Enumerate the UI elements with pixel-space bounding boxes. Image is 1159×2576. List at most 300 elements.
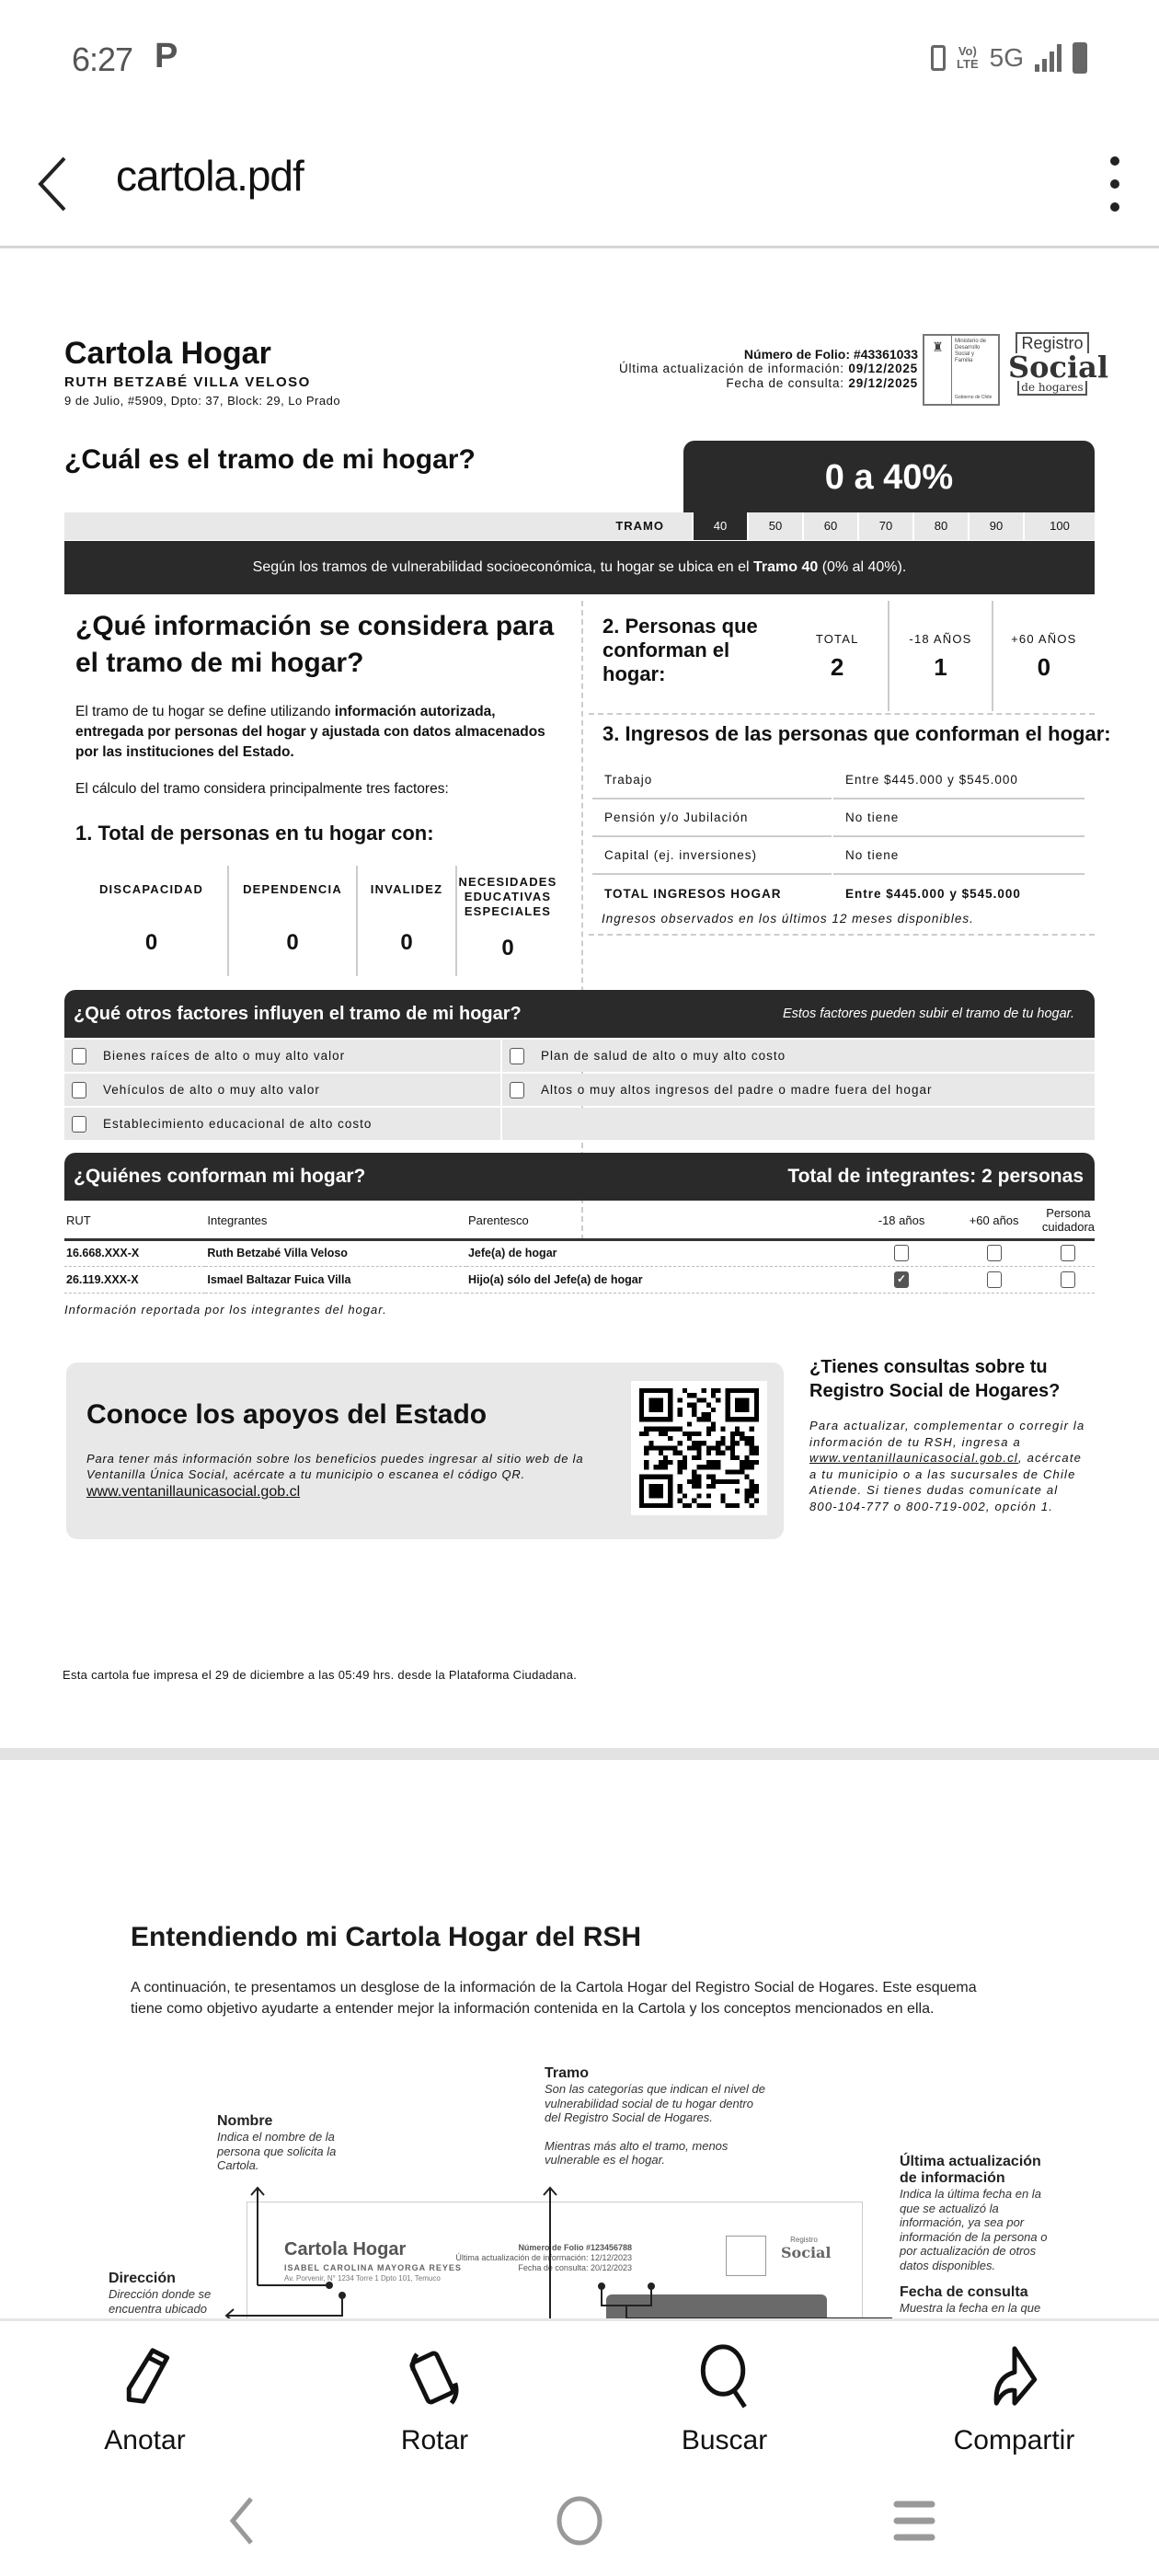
qr-finder <box>735 1397 750 1412</box>
search-label: Buscar <box>681 2425 768 2455</box>
qr-module <box>716 1445 720 1450</box>
ministerio-line: Social y <box>955 351 975 357</box>
factor-nee <box>455 866 558 976</box>
qr-module <box>754 1489 759 1493</box>
sample-address: Av. Porvenir, N° 1234 Torre 1 Dpto 101, Temuco <box>284 2274 441 2283</box>
qr-module <box>716 1388 720 1393</box>
pencil-icon <box>109 2340 182 2412</box>
qr-module <box>711 1408 716 1412</box>
battery-icon <box>1073 42 1087 74</box>
member-cuidadora-checkbox[interactable] <box>1061 1245 1075 1261</box>
qr-module <box>659 1427 663 1432</box>
qr-module <box>702 1388 706 1393</box>
member-menor18-cell <box>855 1239 947 1266</box>
qr-module <box>750 1441 754 1445</box>
qr-module <box>750 1427 754 1432</box>
sample-consulta: Fecha de consulta: 20/12/2023 <box>518 2263 632 2272</box>
factor-dependencia <box>227 866 356 976</box>
qr-module <box>678 1484 683 1489</box>
network-type: 5G <box>989 43 1024 72</box>
qr-module <box>692 1432 696 1436</box>
personas-menores <box>888 601 991 711</box>
vibrate-icon <box>931 45 946 71</box>
member-menor18-checkbox[interactable] <box>894 1245 909 1261</box>
ingreso-total-value: Entre $445.000 y $545.000 <box>845 887 1021 901</box>
back-button[interactable] <box>33 147 79 221</box>
status-icons <box>931 42 1087 74</box>
qr-module <box>711 1421 716 1426</box>
qr-module <box>668 1460 672 1465</box>
qr-module <box>711 1479 716 1484</box>
qr-module <box>730 1436 735 1441</box>
document-title: cartola.pdf <box>116 152 304 200</box>
consultas-text-pre: Para actualizar, complementar o corregir la información de tu RSH, ingresa a <box>809 1419 1085 1449</box>
qr-module <box>750 1503 754 1508</box>
ingreso-value: No tiene <box>833 799 1084 837</box>
qr-module <box>696 1484 701 1489</box>
ingreso-label: Capital (ej. inversiones) <box>592 837 832 875</box>
qr-module <box>663 1427 668 1432</box>
qr-module <box>744 1493 749 1498</box>
update-label: Última actualización de información: <box>618 362 844 375</box>
qr-module <box>726 1503 730 1508</box>
tramo-level: 50 <box>747 512 802 540</box>
qr-module <box>706 1503 711 1508</box>
annotation-title: Fecha de consulta <box>900 2284 1028 2300</box>
member-parentesco: Hijo(a) sólo del Jefe(a) de hogar <box>466 1266 855 1293</box>
consultas-text <box>809 1418 1085 1514</box>
personas-label: +60 AÑOS <box>1011 632 1077 646</box>
factor-item <box>502 1040 1095 1072</box>
ministerio-logo <box>923 334 1000 406</box>
rsh-logo-top: Registro <box>1016 332 1089 353</box>
qr-module <box>740 1436 744 1441</box>
nav-recents-button[interactable] <box>878 2484 952 2558</box>
factor-item-label: Altos o muy altos ingresos del padre o madre fuera del hogar <box>541 1083 933 1097</box>
consultas-text-post: , acércate a tu municipio o a las sucursales de Chile Atiende. Si tienes dudas comunícate al 800-104-777 o 800-719-002, opción 1. <box>809 1451 1083 1513</box>
qr-module <box>692 1441 696 1445</box>
ministerio-line: Familia <box>955 358 973 363</box>
factor-item-label: Establecimiento educacional de alto costo <box>103 1117 373 1131</box>
qr-module <box>735 1469 740 1474</box>
page2-title: Entendiendo mi Cartola Hogar del RSH <box>131 1922 642 1952</box>
col-cuidadora: Persona cuidadora <box>1040 1202 1095 1239</box>
qr-module <box>687 1479 692 1484</box>
member-menor18-cell <box>855 1266 947 1293</box>
qr-module <box>659 1465 663 1469</box>
member-rut: 26.119.XXX-X <box>64 1266 205 1293</box>
personas-label: -18 AÑOS <box>909 632 972 646</box>
qr-module <box>678 1441 683 1445</box>
qr-module <box>716 1479 720 1484</box>
qr-module <box>711 1465 716 1469</box>
ministerio-line: Ministerio de <box>955 339 987 344</box>
integrantes-header <box>64 1153 1095 1201</box>
qr-module <box>696 1445 701 1450</box>
tramo-message-text: Según los tramos de vulnerabilidad socioeconómica, tu hogar se ubica en el <box>252 559 753 575</box>
qr-module <box>754 1445 759 1450</box>
member-cuidadora-cell <box>1040 1239 1095 1266</box>
col-parentesco: Parentesco <box>466 1202 855 1239</box>
ingreso-row <box>592 762 1084 799</box>
qr-module <box>659 1432 663 1436</box>
qr-module <box>654 1427 659 1432</box>
member-mayor60-cell <box>946 1266 1040 1293</box>
chile-crest-icon: ♜ <box>924 336 952 404</box>
qr-module <box>716 1397 720 1402</box>
qr-module <box>702 1412 706 1417</box>
factor-item-label: Bienes raíces de alto o muy alto valor <box>103 1049 346 1063</box>
info-para-text: El tramo de tu hogar se define utilizando <box>75 704 335 719</box>
personas-counts <box>786 601 1095 711</box>
qr-module <box>720 1441 725 1445</box>
qr-module <box>683 1455 687 1460</box>
ingreso-value: Entre $445.000 y $545.000 <box>833 762 1084 799</box>
ingresos-note: Ingresos observados en los últimos 12 meses disponibles. <box>602 912 974 926</box>
qr-module <box>706 1484 711 1489</box>
qr-module <box>730 1469 735 1474</box>
annotate-button[interactable] <box>0 2321 290 2456</box>
qr-module <box>706 1451 711 1455</box>
qr-module <box>730 1441 735 1445</box>
more-dot <box>1110 202 1119 212</box>
factor-label: DISCAPACIDAD <box>98 882 204 896</box>
status-bar <box>0 0 1159 120</box>
factor-value: 0 <box>144 930 158 955</box>
chevron-left-icon <box>33 147 79 221</box>
apoyos-link[interactable]: www.ventanillaunicasocial.gob.cl <box>86 1484 301 1500</box>
qr-module <box>720 1427 725 1432</box>
app-bar <box>0 120 1159 248</box>
qr-module <box>716 1441 720 1445</box>
tramo-message <box>64 541 1095 594</box>
folio-label: Número de Folio: <box>743 347 851 362</box>
info-paragraph <box>75 702 554 763</box>
qr-module <box>692 1455 696 1460</box>
qr-module <box>750 1451 754 1455</box>
column-divider <box>581 601 583 1240</box>
sample-update: Última actualización de información: 12/12/2023 <box>455 2253 632 2262</box>
share-icon <box>978 2340 1051 2412</box>
qr-module <box>678 1499 683 1503</box>
integrantes-table <box>64 1202 1095 1294</box>
update-date: 09/12/2025 <box>848 362 918 375</box>
factor-item <box>64 1108 500 1140</box>
qr-module <box>644 1427 648 1432</box>
annotation-text: Son las categorías que indican el nivel de vulnerabilidad social de tu hogar dentro del Registro Social de Hogares. <box>545 2082 765 2124</box>
qr-module <box>706 1465 711 1469</box>
qr-module <box>648 1427 653 1432</box>
qr-module <box>683 1432 687 1436</box>
qr-module <box>702 1417 706 1421</box>
consultas-link[interactable]: www.ventanillaunicasocial.gob.cl <box>809 1451 1019 1465</box>
otros-factores-section <box>64 990 1095 1140</box>
qr-module <box>678 1408 683 1412</box>
checkbox[interactable] <box>72 1116 86 1133</box>
qr-module <box>706 1432 711 1436</box>
print-footer: Esta cartola fue impresa el 29 de diciembre a las 05:49 hrs. desde la Plataforma Ciudadana. <box>63 1668 578 1682</box>
consulta-date: 29/12/2025 <box>848 376 918 390</box>
annotation-title: Tramo <box>545 2065 590 2081</box>
qr-module <box>696 1451 701 1455</box>
qr-module <box>663 1432 668 1436</box>
holder-name: RUTH BETZABÉ VILLA VELOSO <box>64 374 311 390</box>
tramo-level: 100 <box>1023 512 1095 540</box>
qr-module <box>639 1432 644 1436</box>
more-vertical-icon <box>1110 156 1119 166</box>
share-label: Compartir <box>953 2425 1075 2455</box>
qr-module <box>711 1393 716 1397</box>
qr-module <box>702 1465 706 1469</box>
qr-module <box>730 1479 735 1484</box>
qr-module <box>711 1427 716 1432</box>
rotate-icon <box>398 2340 472 2412</box>
qr-module <box>654 1445 659 1450</box>
qr-module <box>726 1479 730 1484</box>
qr-code-icon <box>638 1388 760 1508</box>
qr-module <box>744 1436 749 1441</box>
search-button[interactable] <box>580 2321 869 2456</box>
integrantes-title: ¿Quiénes conforman mi hogar? <box>74 1166 366 1187</box>
ingreso-label: Trabajo <box>592 762 832 799</box>
member-mayor60-checkbox[interactable] <box>987 1245 1002 1261</box>
share-button[interactable] <box>869 2321 1159 2456</box>
qr-module <box>735 1441 740 1445</box>
holder-address: 9 de Julio, #5909, Dpto: 37, Block: 29, Lo Prado <box>64 394 341 408</box>
qr-module <box>696 1493 701 1498</box>
qr-module <box>687 1445 692 1450</box>
qr-module <box>730 1432 735 1436</box>
qr-module <box>706 1417 711 1421</box>
table-header-row <box>64 1202 1095 1239</box>
ingreso-label: Pensión y/o Jubilación <box>592 799 832 837</box>
qr-module <box>730 1455 735 1460</box>
member-mayor60-checkbox[interactable] <box>987 1271 1002 1288</box>
member-cuidadora-checkbox[interactable] <box>1061 1271 1075 1288</box>
qr-module <box>744 1455 749 1460</box>
tramo-level: 90 <box>968 512 1023 540</box>
qr-module <box>659 1460 663 1465</box>
factor-item <box>64 1074 500 1106</box>
dashed-divider <box>589 713 1095 715</box>
qr-module <box>692 1412 696 1417</box>
rsh-logo-mid: Social <box>1008 350 1108 385</box>
total-heading: 1. Total de personas en tu hogar con: <box>75 822 434 845</box>
factor-label: NECESIDADES EDUCATIVAS ESPECIALES <box>458 875 557 918</box>
factor-item-label: Vehículos de alto o muy alto valor <box>103 1083 320 1097</box>
qr-module <box>716 1460 720 1465</box>
qr-module <box>735 1489 740 1493</box>
qr-module <box>678 1397 683 1402</box>
qr-module <box>663 1455 668 1460</box>
qr-module <box>744 1465 749 1469</box>
signal-icon <box>1035 44 1061 72</box>
qr-module <box>696 1475 701 1479</box>
qr-module <box>720 1451 725 1455</box>
qr-module <box>687 1503 692 1508</box>
qr-module <box>706 1460 711 1465</box>
qr-module <box>696 1503 701 1508</box>
tramo-value: 0 a 40% <box>683 441 1095 514</box>
member-cuidadora-cell <box>1040 1266 1095 1293</box>
annotation-text: Dirección donde se encuentra ubicado <box>109 2287 212 2316</box>
qr-module <box>696 1432 701 1436</box>
qr-module <box>740 1460 744 1465</box>
personas-value: 1 <box>934 653 947 681</box>
qr-module <box>750 1479 754 1484</box>
qr-module <box>692 1484 696 1489</box>
qr-module <box>720 1493 725 1498</box>
qr-module <box>711 1484 716 1489</box>
qr-module <box>750 1484 754 1489</box>
table-row <box>64 1266 1095 1293</box>
factor-item <box>64 1040 500 1072</box>
qr-module <box>692 1475 696 1479</box>
qr-module <box>750 1436 754 1441</box>
qr-module <box>730 1503 735 1508</box>
factor-value: 0 <box>286 930 299 955</box>
qr-module <box>744 1441 749 1445</box>
member-parentesco: Jefe(a) de hogar <box>466 1239 855 1266</box>
qr-module <box>687 1403 692 1408</box>
qr-module <box>683 1503 687 1508</box>
annotation-tramo <box>545 2065 765 2168</box>
sample-ministerio-logo <box>726 2236 766 2276</box>
qr-module <box>683 1388 687 1393</box>
qr-module <box>648 1441 653 1445</box>
annotation-title: Nombre <box>217 2113 273 2129</box>
factor-discapacidad <box>75 866 227 976</box>
qr-module <box>659 1445 663 1450</box>
factor-item-label: Plan de salud de alto o muy alto costo <box>541 1049 786 1063</box>
member-name: Ruth Betzabé Villa Veloso <box>205 1239 466 1266</box>
qr-module <box>730 1451 735 1455</box>
qr-module <box>740 1469 744 1474</box>
pdf-page-1[interactable] <box>0 251 1159 1748</box>
rotate-label: Rotar <box>400 2425 469 2455</box>
qr-module <box>726 1445 730 1450</box>
qr-module <box>663 1445 668 1450</box>
annotation-fecha <box>900 2284 1084 2316</box>
tramo-scale-label: TRAMO <box>615 519 664 533</box>
qr-module <box>750 1465 754 1469</box>
qr-module <box>692 1408 696 1412</box>
factor-value: 0 <box>400 930 413 955</box>
member-menor18-checkbox-checked[interactable]: ✓ <box>894 1271 909 1288</box>
qr-module <box>750 1445 754 1450</box>
integrantes-total: Total de integrantes: 2 personas <box>787 1166 1084 1187</box>
col-menor18: -18 años <box>855 1202 947 1239</box>
tramo-level: 70 <box>857 512 912 540</box>
qr-module <box>754 1499 759 1503</box>
qr-module <box>711 1388 716 1393</box>
pdf-page-2[interactable] <box>0 1760 1159 2318</box>
qr-module <box>692 1469 696 1474</box>
factor-item-empty <box>502 1108 1095 1140</box>
qr-module <box>678 1489 683 1493</box>
qr-module <box>668 1436 672 1441</box>
otros-factores-title: ¿Qué otros factores influyen el tramo de mi hogar? <box>74 1003 522 1024</box>
calc-text: El cálculo del tramo considera principalmente tres factores: <box>75 781 449 797</box>
personas-total <box>786 601 888 711</box>
qr-module <box>750 1493 754 1498</box>
rsh-logo <box>1008 332 1108 411</box>
qr-module <box>740 1432 744 1436</box>
system-nav-bar <box>0 2456 1159 2576</box>
nav-home-button[interactable] <box>543 2484 616 2558</box>
qr-module <box>702 1397 706 1402</box>
gobierno-label: Gobierno de Chile <box>955 395 993 400</box>
qr-module <box>696 1465 701 1469</box>
member-rut: 16.668.XXX-X <box>64 1239 205 1266</box>
nav-back-button[interactable] <box>207 2484 281 2558</box>
qr-module <box>702 1441 706 1445</box>
member-mayor60-cell <box>946 1239 1040 1266</box>
more-dot <box>1110 179 1119 189</box>
annotation-title: Última actualización de información <box>900 2154 1041 2186</box>
rotate-button[interactable] <box>290 2321 580 2456</box>
member-name: Ismael Baltazar Fuica Villa <box>205 1266 466 1293</box>
factor-item <box>502 1074 1095 1106</box>
factor-label: INVALIDEZ <box>370 882 443 896</box>
qr-module <box>706 1427 711 1432</box>
checkbox[interactable] <box>72 1082 86 1098</box>
qr-module <box>711 1475 716 1479</box>
ingresos-table <box>592 762 1084 913</box>
qr-module <box>740 1465 744 1469</box>
qr-module <box>754 1484 759 1489</box>
qr-module <box>744 1460 749 1465</box>
qr-module <box>659 1451 663 1455</box>
personas-mayores <box>992 601 1095 711</box>
sample-cartola <box>247 2202 863 2318</box>
qr-module <box>654 1465 659 1469</box>
tramo-question: ¿Cuál es el tramo de mi hogar? <box>64 444 476 475</box>
annotation-text: Muestra la fecha en la que <box>900 2301 1041 2315</box>
qr-module <box>706 1445 711 1450</box>
qr-module <box>735 1432 740 1436</box>
ingreso-total-row <box>592 875 1084 913</box>
qr-module <box>702 1503 706 1508</box>
integrantes-section <box>64 1153 1095 1294</box>
ingreso-total-label: TOTAL INGRESOS HOGAR <box>604 887 782 901</box>
document-meta <box>619 347 918 391</box>
checkbox[interactable] <box>510 1048 524 1064</box>
tramo-message-bold: Tramo 40 <box>753 559 819 575</box>
qr-module <box>644 1460 648 1465</box>
qr-module <box>735 1479 740 1484</box>
qr-module <box>696 1397 701 1402</box>
rsh-logo-bottom: de hogares <box>1017 381 1087 396</box>
nav-recents-icon <box>878 2484 952 2558</box>
sample-folio: Número de Folio #123456788 <box>518 2243 632 2252</box>
checkbox[interactable] <box>510 1082 524 1098</box>
annotation-direccion <box>109 2271 214 2316</box>
qr-module <box>672 1427 677 1432</box>
more-options-button[interactable] <box>1096 147 1133 221</box>
qr-module <box>696 1441 701 1445</box>
qr-module <box>692 1445 696 1450</box>
annotation-ultima <box>900 2154 1056 2272</box>
apoyos-card <box>66 1363 784 1539</box>
sample-meta <box>455 2243 632 2273</box>
bottom-toolbar <box>0 2318 1159 2456</box>
nav-back-icon <box>207 2484 281 2558</box>
qr-module <box>750 1489 754 1493</box>
qr-module <box>754 1460 759 1465</box>
checkbox[interactable] <box>72 1048 86 1064</box>
apoyos-title: Conoce los apoyos del Estado <box>86 1399 488 1430</box>
